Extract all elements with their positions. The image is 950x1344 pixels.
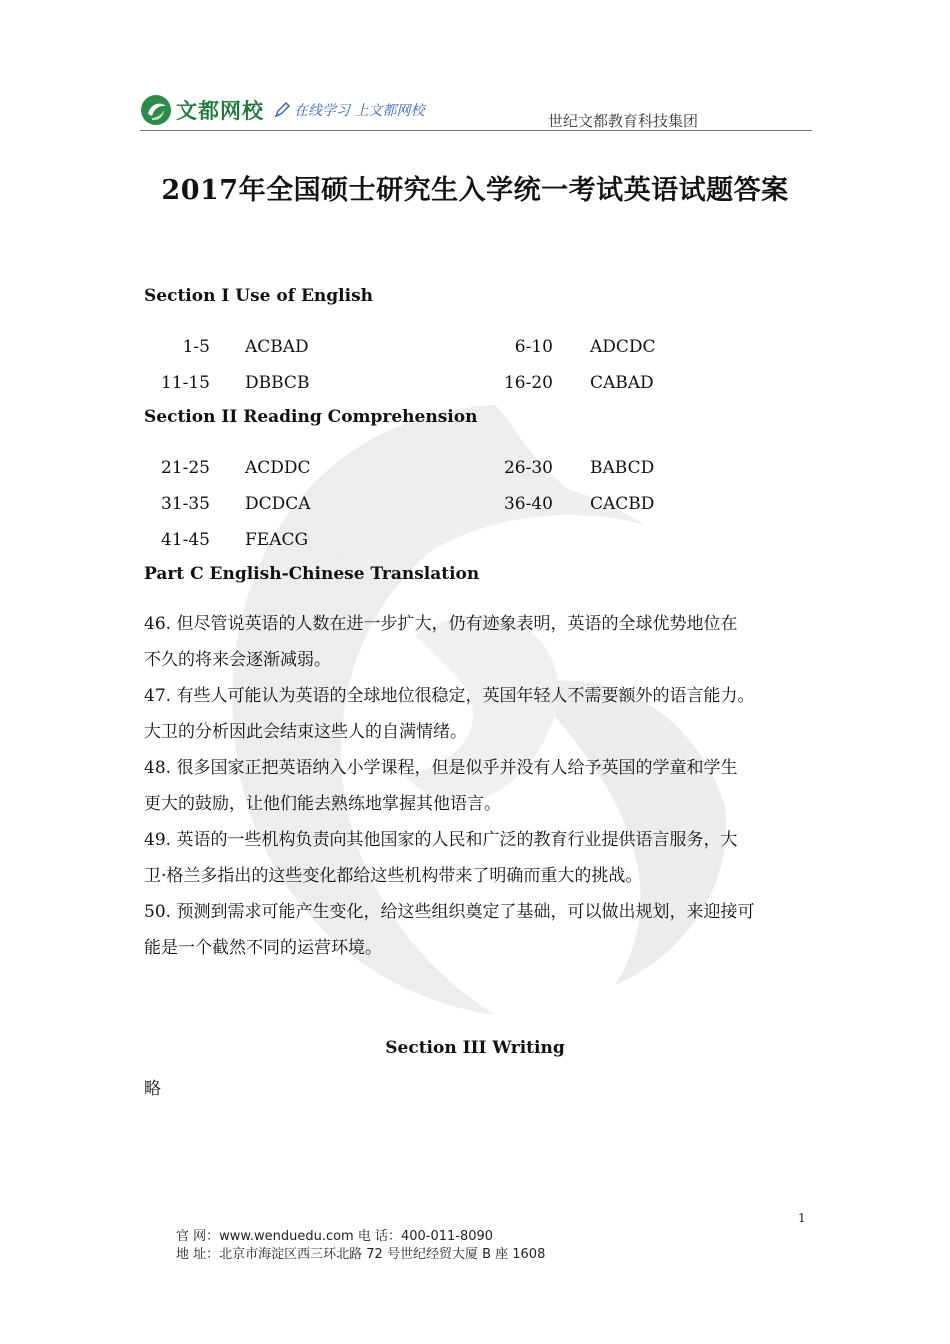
question-range: 11-15	[160, 373, 210, 393]
translation-item	[144, 678, 814, 750]
question-range: 41-45	[160, 530, 210, 550]
translation-line: 50. 预测到需求可能产生变化，给这些组织奠定了基础，可以做出规划，来迎接可	[144, 902, 755, 922]
company-name: 世纪文都教育科技集团	[547, 112, 698, 130]
answer-key: ADCDC	[590, 337, 656, 357]
footer-address: 地 址：北京市海淀区西三环北路 72 号世纪经贸大厦 B 座 1608	[176, 1247, 546, 1262]
question-range: 21-25	[160, 458, 210, 478]
translation-line: 卫·格兰多指出的这些变化都给这些机构带来了明确而重大的挑战。	[144, 866, 643, 886]
translation-line: 46. 但尽管说英语的人数在进一步扩大，仍有迹象表明，英语的全球优势地位在	[144, 614, 738, 634]
section2-heading: Section II Reading Comprehension	[144, 407, 478, 427]
pencil-icon	[274, 102, 290, 118]
translation-line: 48. 很多国家正把英语纳入小学课程，但是似乎并没有人给予英国的学童和学生	[144, 758, 738, 778]
answer-key: CACBD	[590, 494, 655, 514]
header-divider	[140, 130, 812, 131]
section1-heading: Section I Use of English	[144, 286, 373, 306]
wendu-logo-icon	[140, 94, 172, 126]
question-range: 1-5	[182, 337, 210, 357]
slogan	[274, 100, 424, 120]
question-range: 31-35	[160, 494, 210, 514]
partc-heading: Part C English-Chinese Translation	[144, 564, 480, 584]
translation-line: 能是一个截然不同的运营环境。	[144, 938, 382, 958]
section3-body: 略	[144, 1079, 161, 1099]
translation-line: 大卫的分析因此会结束这些人的自满情绪。	[144, 722, 467, 742]
page-title: 2017年全国硕士研究生入学统一考试英语试题答案	[161, 175, 789, 206]
brand-logo	[140, 92, 424, 128]
answer-key: CABAD	[590, 373, 654, 393]
translation-item	[144, 822, 814, 894]
question-range: 26-30	[503, 458, 553, 478]
answer-key: FEACG	[245, 530, 309, 550]
answer-row	[0, 458, 950, 482]
answer-row	[0, 373, 950, 397]
answer-row	[0, 530, 950, 554]
answer-row	[0, 494, 950, 518]
translation-item	[144, 894, 814, 966]
answer-key: DBBCB	[245, 373, 310, 393]
answer-key: DCDCA	[245, 494, 311, 514]
page-footer	[176, 1228, 545, 1264]
translation-line: 不久的将来会逐渐减弱。	[144, 650, 331, 670]
translation-line: 更大的鼓励，让他们能去熟练地掌握其他语言。	[144, 794, 501, 814]
brand-name: 文都网校	[176, 99, 264, 123]
question-range: 16-20	[503, 373, 553, 393]
answer-key: BABCD	[590, 458, 655, 478]
page-number: 1	[798, 1211, 806, 1225]
answer-key: ACBAD	[245, 337, 309, 357]
translation-line: 47. 有些人可能认为英语的全球地位很稳定，英国年轻人不需要额外的语言能力。	[144, 686, 755, 706]
footer-contact: 官 网：www.wenduedu.com 电 话：400-011-8090	[176, 1229, 494, 1244]
translation-line: 49. 英语的一些机构负责向其他国家的人民和广泛的教育行业提供语言服务，大	[144, 830, 738, 850]
translation-item	[144, 606, 814, 678]
section3-heading: Section III Writing	[385, 1038, 565, 1058]
translation-item	[144, 750, 814, 822]
answer-row	[0, 337, 950, 361]
question-range: 36-40	[503, 494, 553, 514]
slogan-text: 在线学习 上文都网校	[294, 103, 425, 119]
answer-key: ACDDC	[245, 458, 311, 478]
page-header	[140, 92, 810, 132]
question-range: 6-10	[514, 337, 553, 357]
